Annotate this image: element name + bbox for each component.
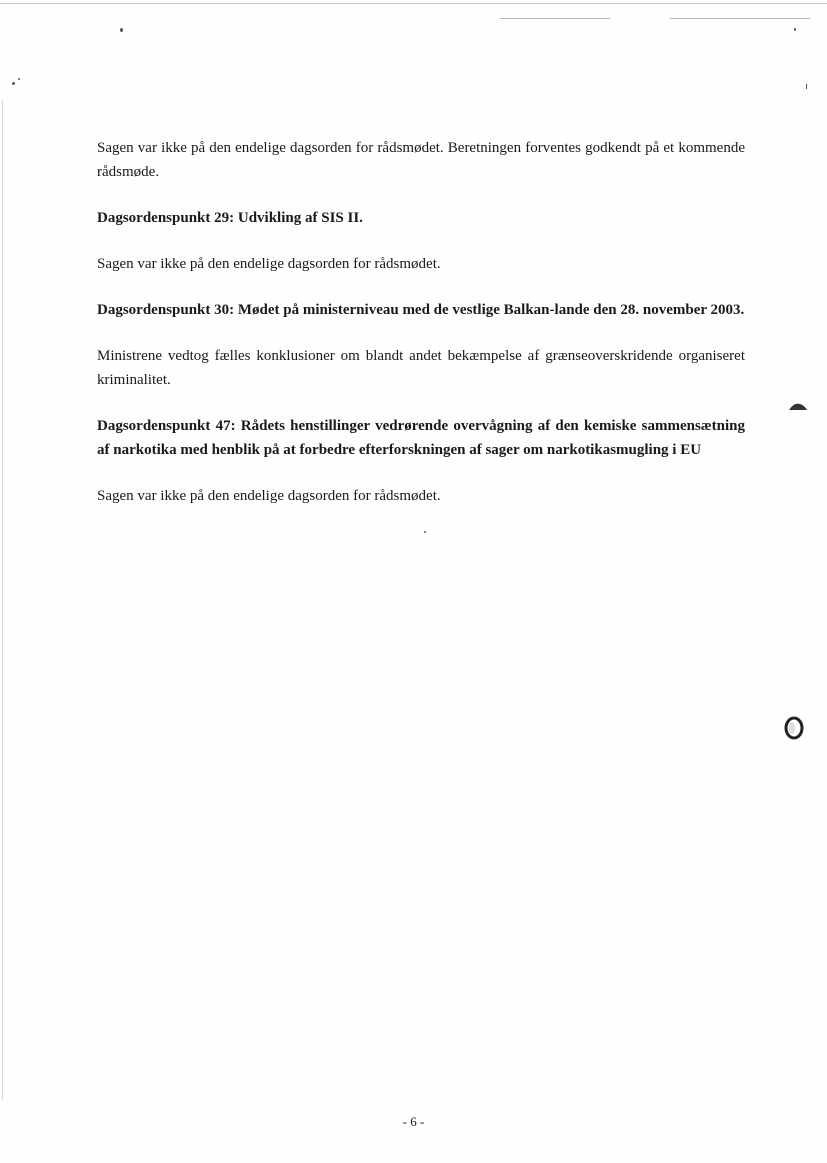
agenda-item-text: Ministrene vedtog fælles konklusioner om blandt andet bekæmpelse af grænseoverskridende organiseret kriminalitet. bbox=[97, 348, 745, 388]
agenda-item-text: Sagen var ikke på den endelige dagsorden for rådsmødet. bbox=[97, 256, 441, 272]
agenda-item-heading: Dagsordenspunkt 47: Rådets henstillinger vedrørende overvågning af den kemiske sammensætning af narkotika med henblik på at forbedre efterforskningen af sager om narkotikasmugling i EU bbox=[97, 418, 745, 458]
scan-speck bbox=[806, 84, 807, 89]
intro-paragraph: Sagen var ikke på den endelige dagsorden for rådsmødet. Beretningen forventes godkendt på et kommende rådsmøde. bbox=[97, 140, 745, 180]
scan-smudge bbox=[788, 401, 808, 411]
agenda-item-heading: Dagsordenspunkt 29: Udvikling af SIS II. bbox=[97, 210, 363, 226]
scan-speck bbox=[18, 78, 20, 80]
scan-artifact-line bbox=[670, 18, 810, 19]
document-body bbox=[97, 136, 745, 508]
scan-edge-left bbox=[2, 100, 3, 1100]
agenda-item-text: Sagen var ikke på den endelige dagsorden for rådsmødet. bbox=[97, 488, 441, 504]
scan-speck bbox=[424, 531, 426, 533]
punch-hole-mark bbox=[784, 716, 804, 740]
scan-speck bbox=[794, 28, 796, 31]
scan-speck bbox=[12, 82, 15, 85]
agenda-item-heading: Dagsordenspunkt 30: Mødet på ministerniveau med de vestlige Balkan-lande den 28. november 2003. bbox=[97, 302, 745, 318]
page-number: - 6 - bbox=[402, 1114, 425, 1129]
scan-speck bbox=[120, 28, 123, 32]
scan-edge-top bbox=[0, 3, 827, 4]
scan-artifact-line bbox=[500, 18, 610, 19]
